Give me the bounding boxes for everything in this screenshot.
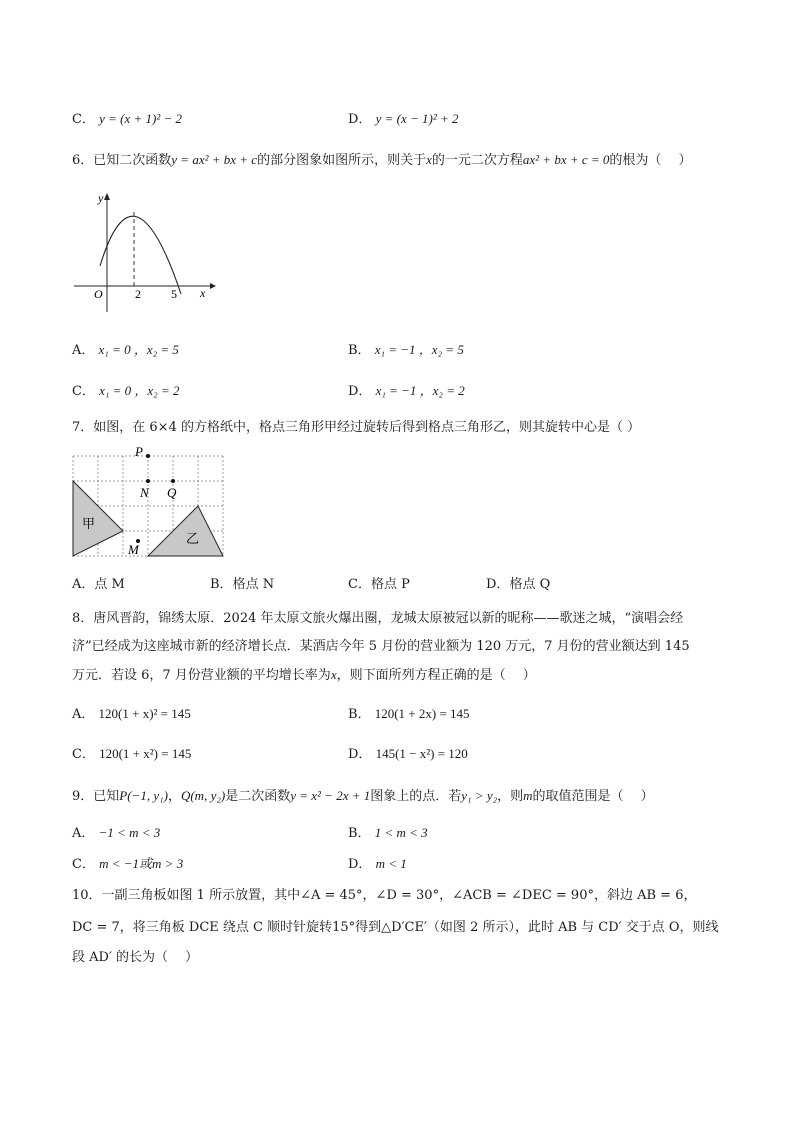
q7-option-c bbox=[348, 573, 410, 592]
option-label: B． bbox=[348, 707, 371, 722]
q7-option-d bbox=[486, 573, 550, 592]
option-label: C． bbox=[72, 857, 95, 872]
triangle-label-yi: 乙 bbox=[186, 531, 200, 546]
stem-text: 图象上的点．若 bbox=[370, 789, 462, 804]
point-q bbox=[171, 479, 175, 483]
q6-stem bbox=[72, 149, 692, 168]
q8-stem-line-1: 8．唐风晋韵，锦绣太原．2024 年太原文旅火爆出圈，龙城太原被冠以新的昵称——歌迷之城，“演唱会经 bbox=[72, 611, 684, 626]
q8-option-c bbox=[72, 743, 191, 762]
option-value: 格点 N bbox=[232, 577, 275, 592]
q5-option-c bbox=[72, 108, 182, 127]
stem-variable: x bbox=[330, 667, 337, 682]
point-label-m: M bbox=[128, 542, 139, 557]
y-axis-arrow bbox=[104, 193, 110, 200]
option-value: x₁ = 0 ，x₂ = 5 bbox=[98, 342, 179, 357]
stem-text: 的取值范围是（ ） bbox=[532, 789, 654, 804]
q9-stem bbox=[72, 785, 654, 804]
option-value: 格点 P bbox=[370, 577, 410, 592]
option-label: B． bbox=[210, 577, 233, 592]
q7-grid-figure bbox=[70, 442, 228, 560]
option-value: 120(1 + 2x) = 145 bbox=[374, 706, 470, 721]
q5-option-d bbox=[348, 108, 459, 127]
stem-text: ， bbox=[167, 789, 181, 804]
option-label: B． bbox=[348, 826, 371, 841]
option-label: C． bbox=[72, 747, 95, 762]
q7-option-a bbox=[72, 573, 125, 592]
option-value: 145(1 − x²) = 120 bbox=[375, 746, 468, 761]
option-label: B． bbox=[348, 343, 371, 358]
option-label: C． bbox=[348, 577, 371, 592]
q10-stem-line-3: 段 AD′ 的长为（ ） bbox=[72, 950, 199, 965]
option-value: x₁ = 0 ，x₂ = 2 bbox=[99, 383, 180, 398]
q9-option-c bbox=[72, 853, 183, 872]
stem-equation: ax² + bx + c = 0 bbox=[522, 152, 610, 167]
stem-text: 的一元二次方程 bbox=[431, 153, 523, 168]
stem-variable: x bbox=[426, 152, 432, 167]
point-p bbox=[146, 454, 150, 458]
q6-option-c bbox=[72, 380, 179, 399]
option-value: 点 M bbox=[94, 577, 125, 592]
q9-option-b bbox=[348, 822, 428, 841]
q8-option-d bbox=[348, 743, 468, 762]
q10-stem-line-2: DC = 7，将三角板 DCE 绕点 C 顺时针旋转15°得到△D′CE′（如图 2 所示），此时 AB 与 CD′ 交于点 O，则线 bbox=[72, 920, 719, 935]
option-label: D． bbox=[348, 112, 372, 127]
q7-option-b bbox=[210, 573, 274, 592]
y-axis-label: y bbox=[98, 191, 104, 205]
tick-label: 5 bbox=[171, 287, 177, 301]
point-n bbox=[146, 479, 150, 483]
option-value: y = (x + 1)² − 2 bbox=[99, 111, 183, 126]
q10-stem-line-1: 10．一副三角板如图 1 所示放置，其中∠A = 45°，∠D = 30°，∠ACB = ∠DEC = 90°，斜边 AB = 6， bbox=[72, 888, 697, 903]
stem-condition: y₁ > y₂ bbox=[461, 788, 498, 803]
option-label: C． bbox=[72, 112, 95, 127]
q6-option-b bbox=[348, 339, 464, 358]
option-label: C． bbox=[72, 384, 95, 399]
point-label-p: P bbox=[135, 444, 143, 459]
stem-function: y = ax² + bx + c bbox=[171, 152, 258, 167]
stem-point-p: P(−1, y₁) bbox=[119, 788, 168, 803]
stem-text: 6．已知二次函数 bbox=[72, 153, 172, 168]
stem-text: 是二次函数 bbox=[225, 789, 291, 804]
option-label: A． bbox=[72, 577, 95, 592]
stem-text: 9．已知 bbox=[72, 789, 120, 804]
q6-option-d bbox=[348, 380, 465, 399]
option-label: D． bbox=[348, 857, 372, 872]
option-value: x₁ = −1 ，x₂ = 2 bbox=[375, 383, 465, 398]
stem-point-q: Q(m, y₂) bbox=[180, 788, 226, 803]
x-axis-arrow bbox=[210, 283, 216, 289]
option-value: m < 1 bbox=[375, 856, 407, 871]
point-label-q: Q bbox=[167, 485, 177, 500]
option-label: D． bbox=[348, 384, 372, 399]
q6-option-a bbox=[72, 339, 179, 358]
q8-option-b bbox=[348, 703, 470, 722]
parabola-curve bbox=[100, 216, 181, 294]
q8-stem-line-3 bbox=[72, 664, 536, 683]
option-label: A． bbox=[72, 826, 95, 841]
x-axis-label: x bbox=[200, 286, 206, 300]
q7-stem: 7．如图，在 6×4 的方格纸中，格点三角形甲经过旋转后得到格点三角形乙，则其旋转中心是（ ） bbox=[72, 420, 641, 435]
triangle-label-jia: 甲 bbox=[82, 516, 96, 531]
option-value: −1 < m < 3 bbox=[98, 825, 161, 840]
stem-text: ，则 bbox=[497, 789, 524, 804]
option-value: m < −1或m > 3 bbox=[99, 856, 184, 871]
option-value: x₁ = −1 ，x₂ = 5 bbox=[374, 342, 464, 357]
option-label: D． bbox=[486, 577, 510, 592]
option-label: A． bbox=[72, 707, 95, 722]
q6-parabola-graph bbox=[70, 188, 220, 316]
option-value: 1 < m < 3 bbox=[374, 825, 428, 840]
stem-text: 万元．若设 6，7 月份营业额的平均增长率为 bbox=[72, 668, 331, 683]
tick-label: 2 bbox=[135, 287, 141, 301]
stem-variable: m bbox=[523, 788, 533, 803]
option-value: 格点 Q bbox=[509, 577, 551, 592]
stem-text: ，则下面所列方程正确的是（ ） bbox=[336, 668, 536, 683]
q9-option-d bbox=[348, 853, 407, 872]
stem-function: y = x² − 2x + 1 bbox=[290, 788, 371, 803]
q8-option-a bbox=[72, 703, 191, 722]
option-label: D． bbox=[348, 747, 372, 762]
option-value: 120(1 + x²) = 145 bbox=[99, 746, 192, 761]
origin-label: O bbox=[94, 287, 103, 301]
q8-stem-line-2: 济”已经成为这座城市新的经济增长点．某酒店今年 5 月份的营业额为 120 万元，7 月份的营业额达到 145 bbox=[72, 639, 690, 654]
stem-text: 的部分图象如图所示，则关于 bbox=[257, 153, 427, 168]
point-label-n: N bbox=[140, 485, 149, 500]
stem-text: 的根为（ ） bbox=[609, 153, 692, 168]
q9-option-a bbox=[72, 822, 160, 841]
option-value: y = (x − 1)² + 2 bbox=[375, 111, 459, 126]
option-label: A． bbox=[72, 343, 95, 358]
option-value: 120(1 + x)² = 145 bbox=[98, 706, 191, 721]
